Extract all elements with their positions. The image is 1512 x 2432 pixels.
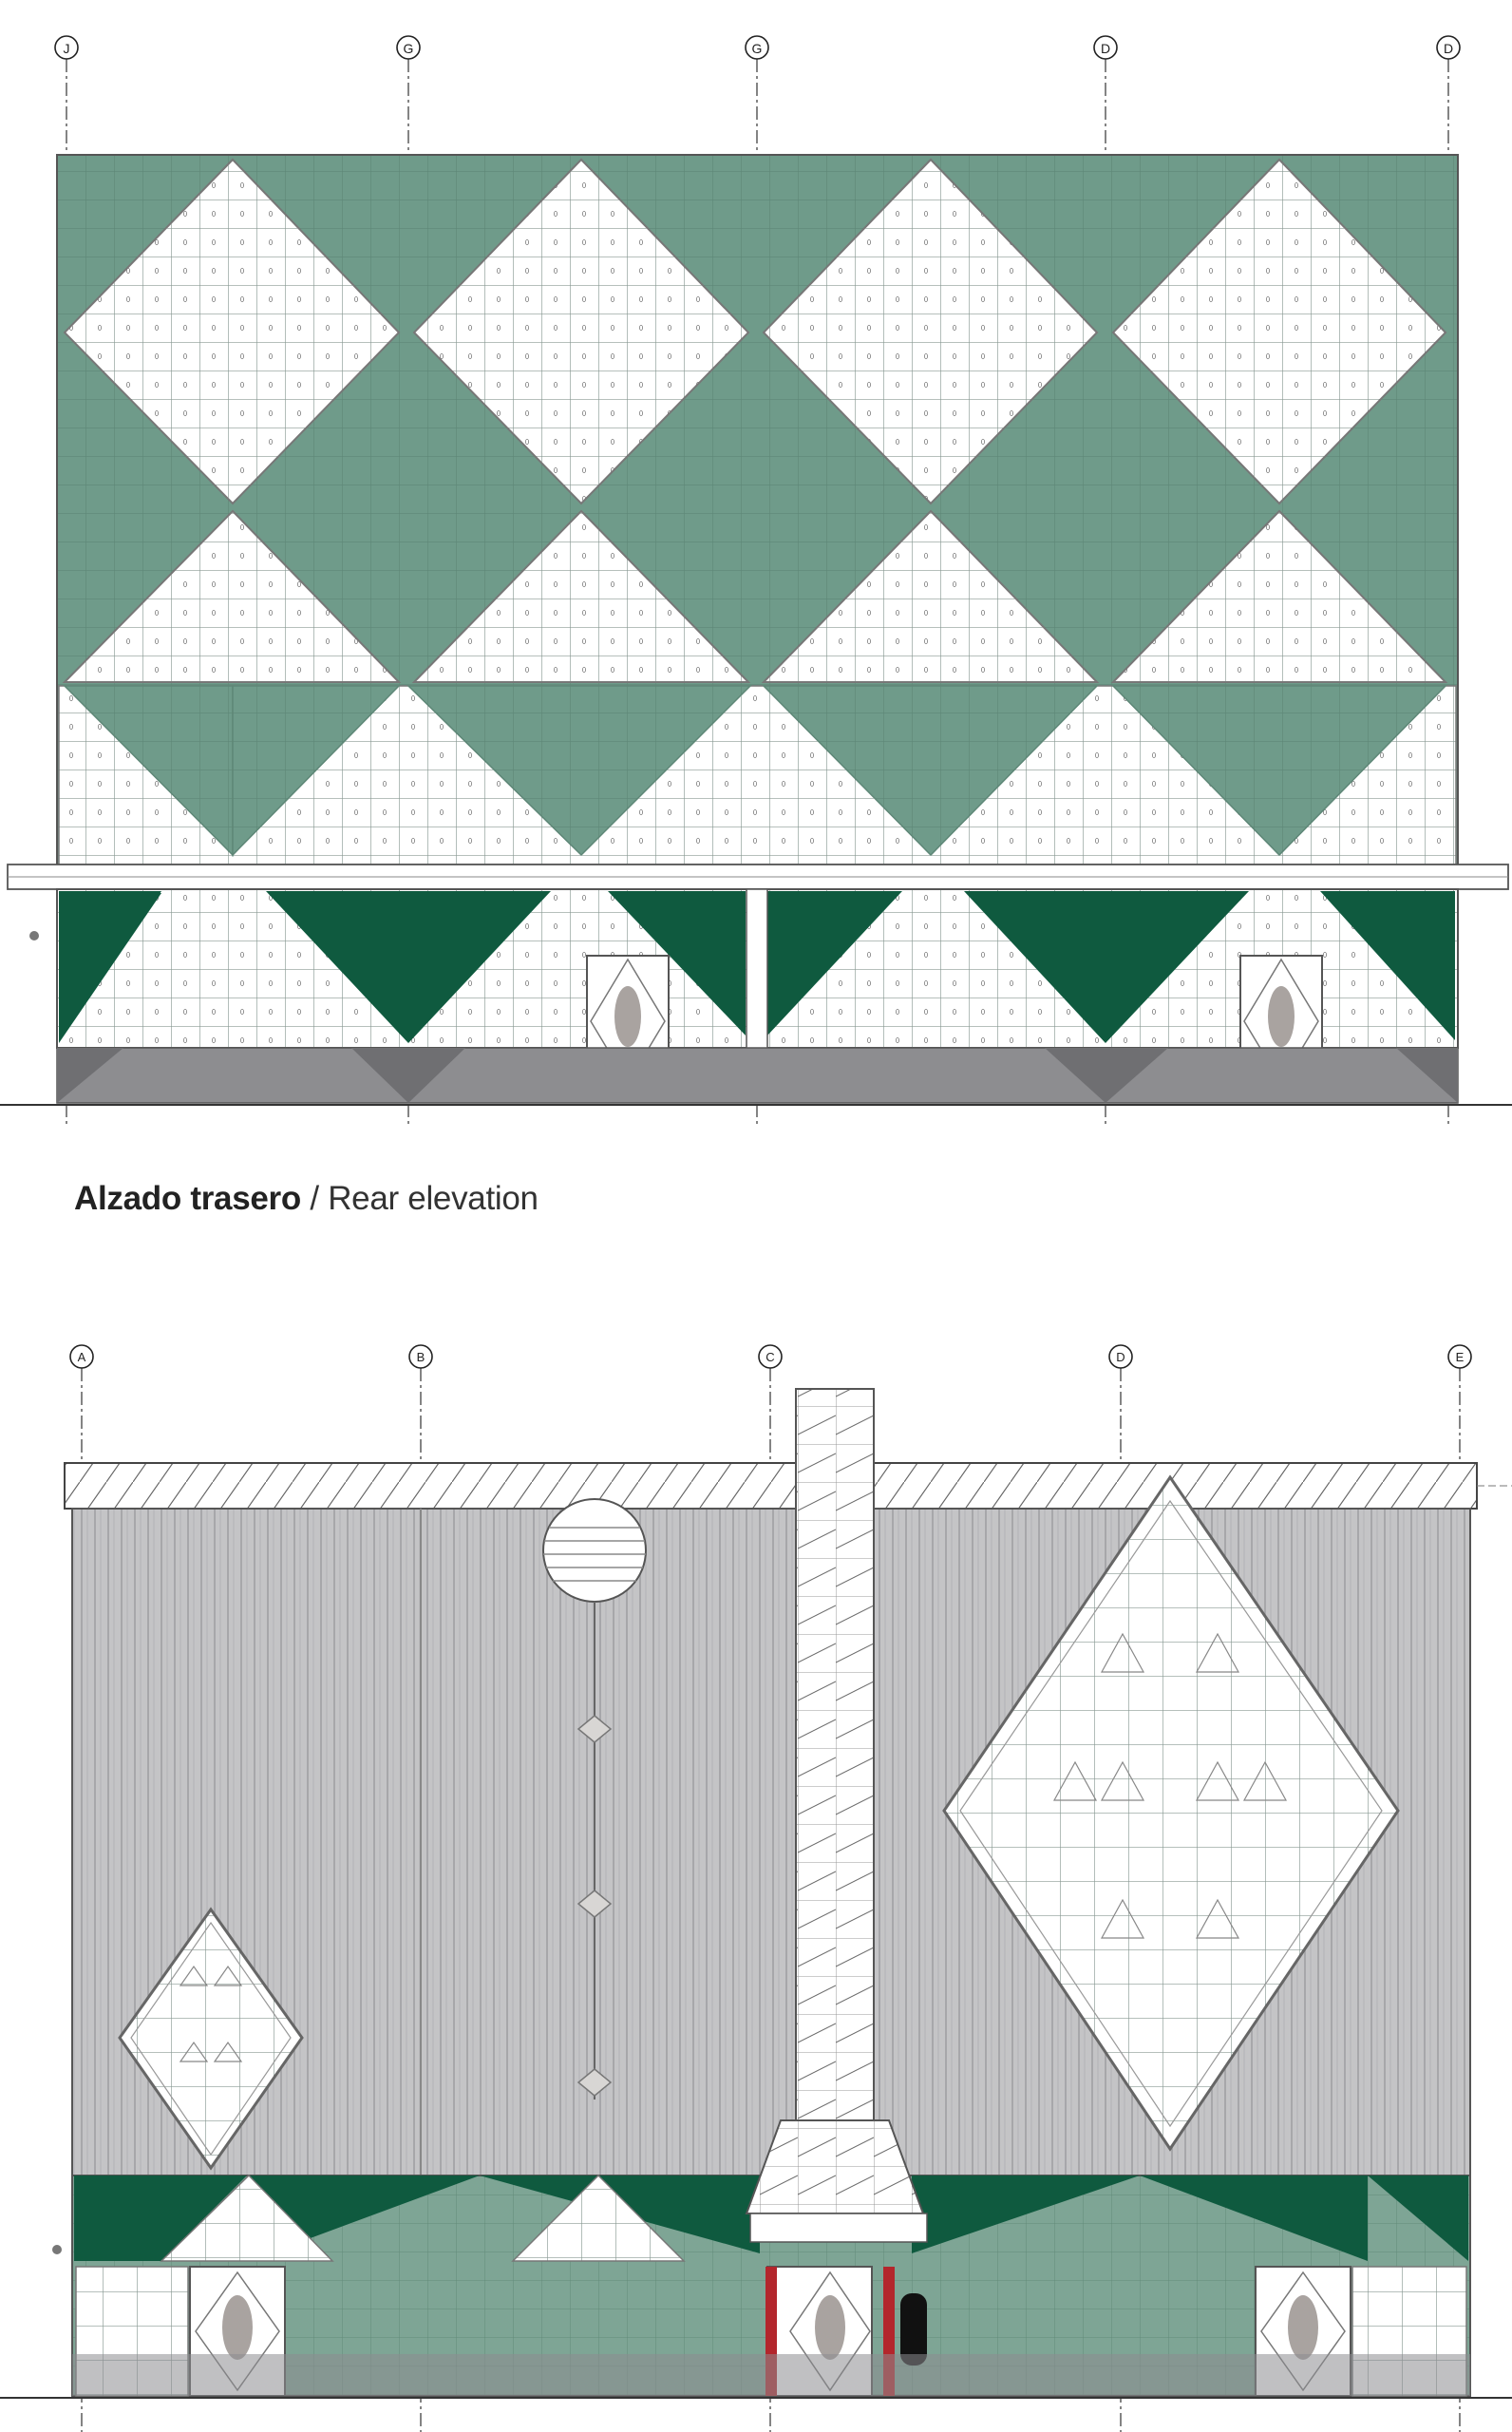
caption-title-english: Rear elevation [328, 1180, 539, 1217]
rear-downpipe-outlet [29, 931, 39, 940]
lower-marker-label: C [765, 1350, 775, 1364]
caption-title-spanish: Alzado trasero [74, 1180, 301, 1217]
rear-marker-label: D [1100, 41, 1111, 56]
rear-grid-marker-5 [1437, 36, 1460, 59]
lower-grid-marker-2 [409, 1345, 432, 1368]
rear-marker-label: J [63, 41, 70, 56]
lower-grid-marker-5 [1448, 1345, 1471, 1368]
rear-marker-label: G [403, 41, 414, 56]
lower-marker-label: D [1116, 1350, 1125, 1364]
lower-round-window [543, 1499, 646, 1602]
rear-grid-marker-4 [1094, 36, 1117, 59]
lower-roof-fascia [65, 1463, 1477, 1509]
caption-separator: / [300, 1180, 329, 1217]
lower-grid-marker-4 [1109, 1345, 1132, 1368]
rear-elevation [0, 36, 1512, 1126]
lower-elevation [0, 1345, 1512, 2432]
lower-plinth [72, 2354, 1470, 2396]
lower-downpipe-outlet [52, 2245, 62, 2254]
rear-marker-label: D [1443, 41, 1454, 56]
rear-grid-marker-1 [55, 36, 78, 59]
lower-marker-label: E [1455, 1350, 1465, 1364]
rear-marker-label: G [751, 41, 763, 56]
rear-plinth [57, 1048, 1458, 1103]
rear-grid-marker-2 [397, 36, 420, 59]
lower-marker-label: B [416, 1350, 425, 1364]
elevation-caption [74, 1180, 539, 1218]
lower-grid-marker-3 [759, 1345, 782, 1368]
rear-grid-marker-3 [746, 36, 768, 59]
lower-grid-marker-1 [70, 1345, 93, 1368]
lower-marker-label: A [77, 1350, 86, 1364]
